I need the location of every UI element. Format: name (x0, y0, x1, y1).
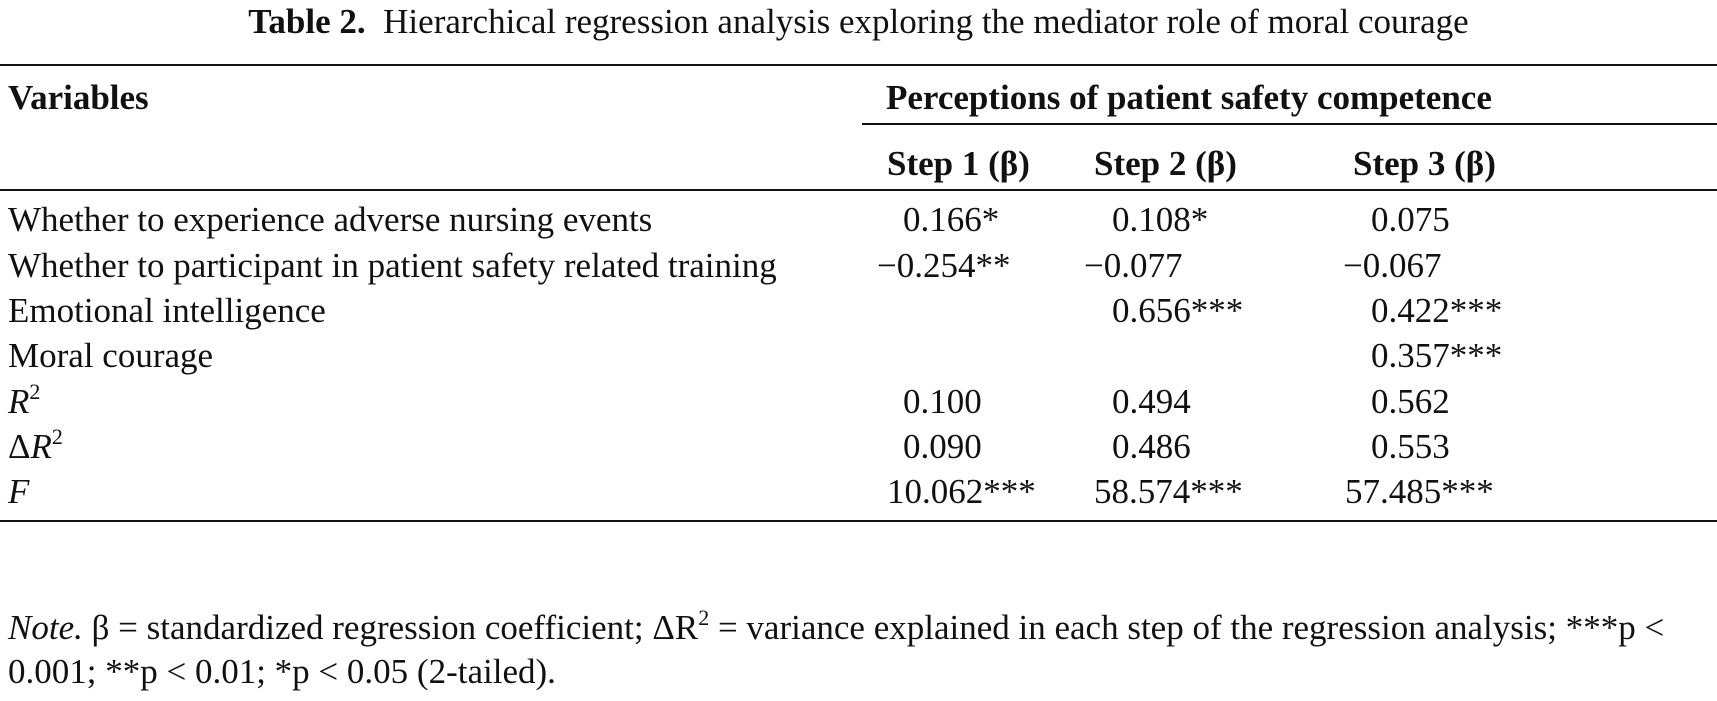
row-step3: 0.422*** (1371, 291, 1503, 330)
note-text-2: = variance explained in each step of the regression analysis; ***p < 0.001; **p < 0.01; *p < 0.05 (2-tailed). (8, 608, 1665, 691)
table-note (8, 606, 1713, 694)
r-symbol: R (30, 427, 52, 466)
row-step3: 0.075 (1371, 200, 1450, 239)
row-step2: 0.656*** (1112, 291, 1244, 330)
row-step1: 0.100 (903, 382, 982, 421)
squared-superscript: 2 (29, 379, 41, 404)
row-step1: 0.090 (903, 427, 982, 466)
row-label-r-squared (8, 379, 41, 422)
group-rule (862, 123, 1717, 125)
row-label-delta-r-squared: $\Delta R^2$ (8, 424, 63, 466)
row-step1: 0.166* (903, 200, 1000, 239)
row-step1: −0.254** (877, 246, 1011, 285)
row-step1: 10.062*** (887, 472, 1036, 511)
header-rule (0, 189, 1717, 191)
top-rule (0, 64, 1717, 66)
f-symbol: F (8, 472, 30, 511)
row-label: Whether to participant in patient safety related training (8, 246, 777, 285)
header-group: Perceptions of patient safety competence (886, 78, 1492, 117)
header-step2: Step 2 (β) (1094, 144, 1237, 183)
row-step2: 0.486 (1112, 427, 1191, 466)
row-step2: 0.108* (1112, 200, 1209, 239)
bottom-rule (0, 520, 1717, 522)
note-prefix: Note. (8, 608, 83, 647)
table-caption (0, 2, 1717, 42)
row-label-f (8, 472, 29, 512)
note-text-1: β = standardized regression coefficient; ΔR (91, 608, 699, 647)
note-superscript: 2 (698, 605, 710, 630)
squared-superscript: 2 (51, 424, 63, 449)
header-step3: Step 3 (β) (1353, 144, 1496, 183)
row-step3: −0.067 (1343, 246, 1442, 285)
table-label: Table 2. (248, 2, 366, 41)
table-title: Hierarchical regression analysis exploring the mediator role of moral courage (383, 2, 1469, 41)
row-step3: 0.357*** (1371, 336, 1503, 375)
row-step2: −0.077 (1084, 246, 1183, 285)
row-step2: 58.574*** (1094, 472, 1243, 511)
row-step3: 57.485*** (1345, 472, 1494, 511)
r-symbol: R (8, 382, 30, 421)
row-step3: 0.562 (1371, 382, 1450, 421)
header-step1: Step 1 (β) (887, 144, 1030, 183)
row-label: Moral courage (8, 336, 214, 375)
row-step3: 0.553 (1371, 427, 1450, 466)
row-label: Emotional intelligence (8, 291, 326, 330)
row-step2: 0.494 (1112, 382, 1191, 421)
header-variables: Variables (8, 78, 149, 117)
row-label: Whether to experience adverse nursing events (8, 200, 653, 239)
